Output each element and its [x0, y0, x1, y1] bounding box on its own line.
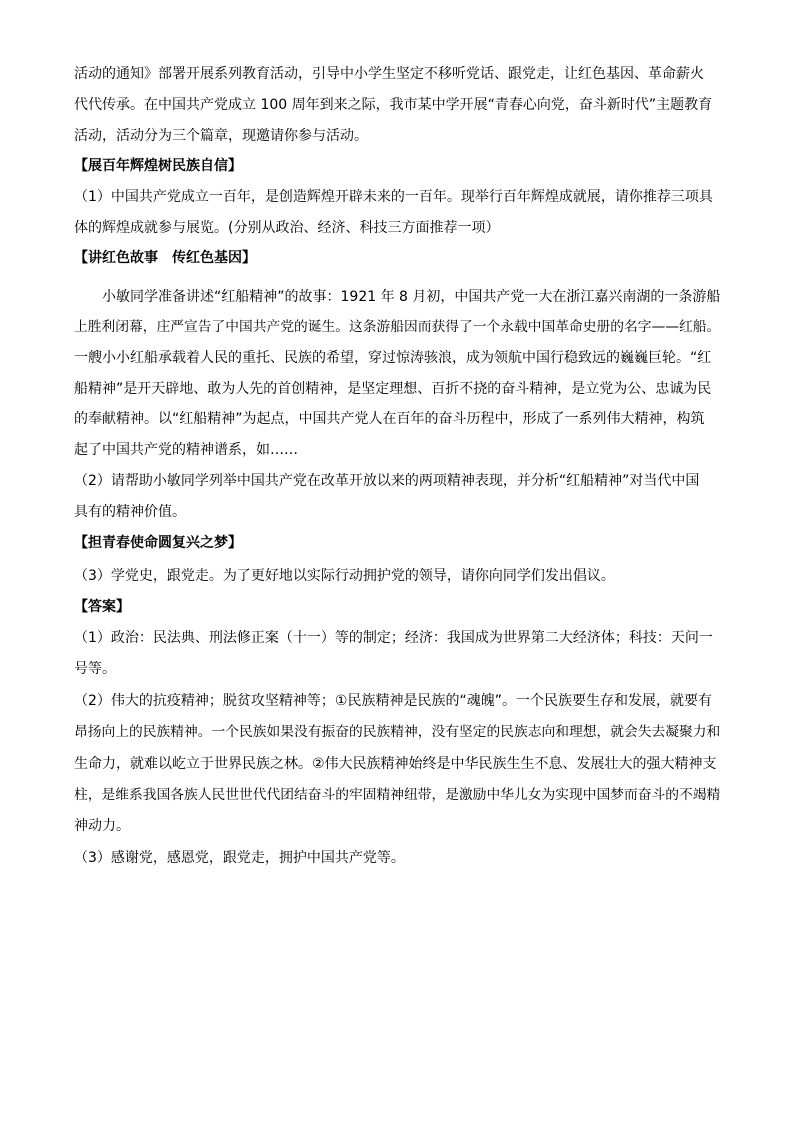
story-line-4: 船精神”是开天辟地、敢为人先的首创精神，是坚定理想、百折不挠的奋斗精神，是立党为公、忠诚为民 — [74, 381, 712, 397]
intro-line-3: 活动，活动分为三个篇章，现邀请你参与活动。 — [74, 128, 368, 144]
story-line-1: 小敏同学准备讲述“红船精神”的故事：1921 年 8 月初，中国共产党一大在浙江嘉兴南湖的一条游船 — [102, 289, 721, 305]
answer-2-line-5: 神动力。 — [74, 818, 130, 834]
question-2-line-1: （2）请帮助小敏同学列举中国共产党在改革开放以来的两项精神表现，并分析“红船精神”对当代中国 — [74, 473, 700, 489]
answer-1-line-1: （1）政治：民法典、刑法修正案（十一）等的制定；经济：我国成为世界第二大经济体；科技：天问一 — [74, 630, 713, 646]
story-line-3: 一艘小小红船承载着人民的重托、民族的希望，穿过惊涛骇浪，成为领航中国行稳致远的巍巍巨轮。“红 — [74, 350, 712, 366]
answer-2-line-3: 生命力，就难以屹立于世界民族之林。②伟大民族精神始终是中华民族生生不息、发展壮大的强大精神支 — [74, 756, 717, 772]
answer-3: （3）感谢党，感恩党，跟党走，拥护中国共产党等。 — [74, 850, 405, 866]
intro-line-1: 活动的通知》部署开展系列教育活动，引导中小学生坚定不移听党话、跟党走，让红色基因、革命薪火 — [74, 66, 704, 82]
answer-1-line-2: 号等。 — [74, 661, 116, 677]
answer-2-line-1: （2）伟大的抗疫精神；脱贫攻坚精神等；①民族精神是民族的“魂魄”。一个民族要生存和发展，就要有 — [74, 693, 712, 709]
story-line-2: 上胜利闭幕，庄严宣告了中国共产党的诞生。这条游船因而获得了一个永载中国革命史册的名字——红船。 — [74, 319, 721, 335]
question-1-line-1: （1）中国共产党成立一百年，是创造辉煌开辟未来的一百年。现举行百年辉煌成就展，请你推荐三项具 — [74, 189, 713, 205]
story-line-5: 的奉献精神。以“红船精神”为起点，中国共产党人在百年的奋斗历程中，形成了一系列伟大精神，构筑 — [74, 411, 705, 427]
intro-line-2: 代代传承。在中国共产党成立 100 周年到来之际，我市某中学开展“青春心向党，奋斗新时代”主题教育 — [74, 97, 713, 113]
answer-2-line-4: 柱，是维系我国各族人民世世代代团结奋斗的牢固精神纽带，是激励中华儿女为实现中国梦而奋斗的不竭精 — [74, 787, 721, 803]
question-3: （3）学党史，跟党走。为了更好地以实际行动拥护党的领导，请你向同学们发出倡议。 — [74, 568, 615, 584]
section-heading-3: 【担青春使命圆复兴之梦】 — [74, 535, 242, 551]
section-heading-2: 【讲红色故事 传红色基因】 — [74, 250, 256, 266]
answer-heading: 【答案】 — [74, 599, 130, 615]
question-2-line-2: 具有的精神价值。 — [74, 504, 186, 520]
question-1-line-2: 体的辉煌成就参与展览。(分别从政治、经济、科技三方面推荐一项） — [74, 220, 500, 236]
section-heading-1: 【展百年辉煌树民族自信】 — [74, 158, 242, 174]
answer-2-line-2: 昂扬向上的民族精神。一个民族如果没有振奋的民族精神，没有坚定的民族志向和理想，就会失去凝聚力和 — [74, 724, 721, 740]
story-line-6: 起了中国共产党的精神谱系，如…… — [74, 442, 298, 458]
